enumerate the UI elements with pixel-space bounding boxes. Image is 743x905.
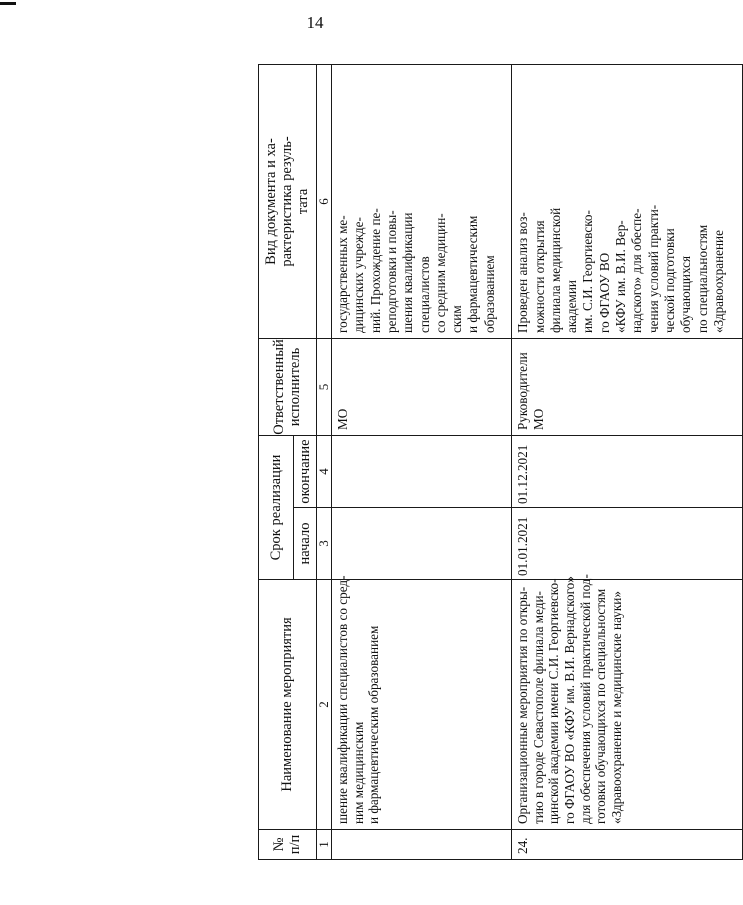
end-date: 01.12.2021 (512, 436, 743, 508)
measure-name: Организационные мероприятия по откры- тию в городе Севастополе филиала меди- цинской академии имени С.И. Георгиевско- го ФГАОУ ВО «КФУ им. В.И. Вернадского» для обеспечения условий практической под- готовки обучающихся по специальностям «Здравоохранение и медицинские науки» (512, 580, 743, 830)
page-number: 14 (306, 13, 324, 32)
start-date (332, 508, 512, 580)
header-end: окончание (294, 436, 317, 508)
column-number-row (316, 65, 331, 860)
col-number-4: 4 (316, 436, 331, 508)
end-date (332, 436, 512, 508)
col-number-2: 2 (316, 580, 331, 830)
header-executor: Ответственный исполнитель (259, 339, 317, 436)
result-description: Проведен анализ воз- можности открытия филиала медицинской академии им. С.И. Георгиевско- го ФГАОУ ВО «КФУ им. В.И. Вер- надского» для обеспе- чения условий практи- ческой подготовки обучающихся по специальностям «Здравоохранение (512, 65, 743, 339)
header-name: Наименование мероприятия (259, 580, 317, 830)
measure-name: шение квалификации специалистов со сред- ним медицинским и фармацевтическим образованием (332, 580, 512, 830)
table-row (512, 65, 743, 860)
rotated-table-sheet (258, 65, 743, 860)
row-number (332, 830, 512, 860)
start-date: 01.01.2021 (512, 508, 743, 580)
table-row (332, 65, 512, 860)
result-description: государственных ме- дицинских учрежде- ний. Прохождение пе- реподготовки и повы- шения квалификации специалистов со средним медицин- ским и фармацевтическим образованием (332, 65, 512, 339)
header-start: начало (294, 508, 317, 580)
col-number-1: 1 (316, 830, 331, 860)
header-num: № п/п (259, 830, 317, 860)
measures-table (258, 64, 743, 860)
header-row-1 (259, 65, 294, 860)
col-number-3: 3 (316, 508, 331, 580)
header-period: Срок реализации (259, 436, 294, 580)
col-number-5: 5 (316, 339, 331, 436)
executor: МО (332, 339, 512, 436)
header-doc: Вид документа и ха- рактеристика резуль- тата (259, 65, 317, 339)
col-number-6: 6 (316, 65, 331, 339)
row-number: 24. (512, 830, 743, 860)
scan-corner-mark (0, 2, 16, 5)
executor: Руководители МО (512, 339, 743, 436)
